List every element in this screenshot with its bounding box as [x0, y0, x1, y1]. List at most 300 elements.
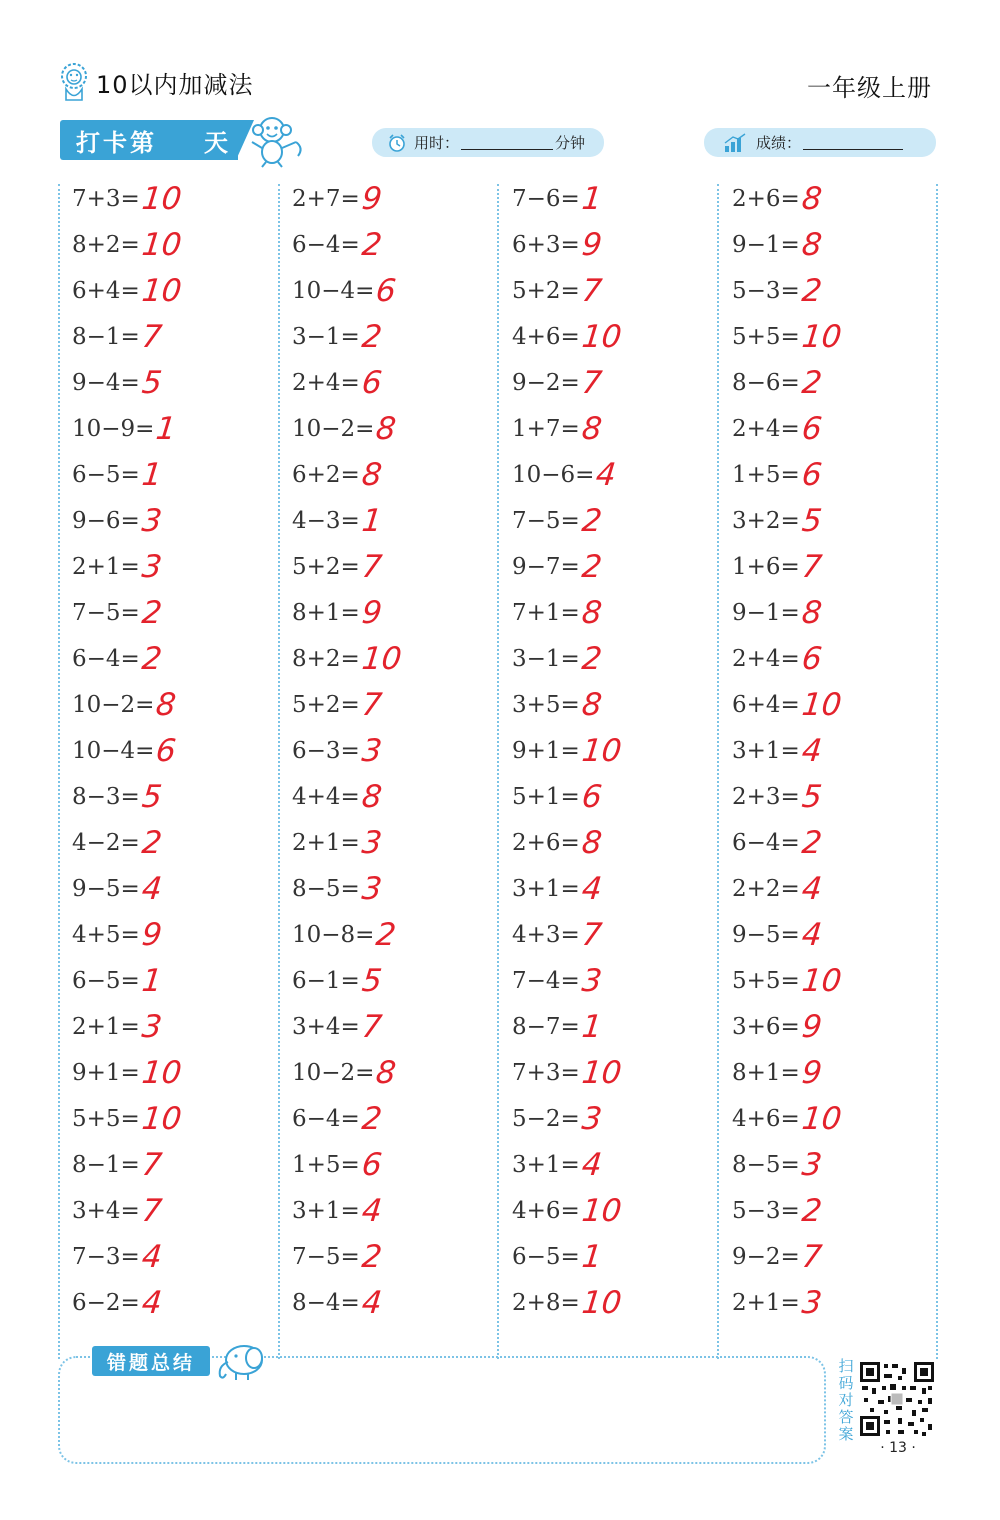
qr-code-icon[interactable] [858, 1360, 936, 1438]
handwritten-answer[interactable]: 2 [360, 319, 384, 355]
exercise-row [732, 1098, 932, 1144]
equation-text: 3+1= [512, 1152, 580, 1178]
exercise-row [512, 454, 712, 500]
elephant-icon [214, 1340, 268, 1382]
equation-text: 3−1= [292, 324, 360, 350]
equation-text: 2+8= [512, 1290, 580, 1316]
handwritten-answer[interactable]: 9 [800, 1055, 824, 1091]
equation-text: 3+1= [732, 738, 800, 764]
handwritten-answer[interactable]: 2 [580, 641, 604, 677]
exercise-row [292, 224, 492, 270]
equation-text: 5−2= [512, 1106, 580, 1132]
handwritten-answer[interactable]: 9 [580, 227, 604, 263]
equation-text: 2+1= [72, 554, 140, 580]
handwritten-answer[interactable]: 2 [140, 595, 164, 631]
equation-text: 8+1= [292, 600, 360, 626]
handwritten-answer[interactable]: 8 [360, 779, 384, 815]
equation-text: 9−6= [72, 508, 140, 534]
exercise-row [292, 638, 492, 684]
equation-text: 6−3= [292, 738, 360, 764]
equation-text: 3+1= [292, 1198, 360, 1224]
score-field[interactable] [704, 128, 936, 157]
exercise-row [512, 776, 712, 822]
handwritten-answer[interactable]: 2 [800, 1193, 824, 1229]
equation-text: 9−2= [512, 370, 580, 396]
equation-text: 9−5= [72, 876, 140, 902]
handwritten-answer[interactable]: 8 [360, 457, 384, 493]
handwritten-answer[interactable]: 10 [140, 1055, 184, 1091]
exercise-row [292, 1190, 492, 1236]
handwritten-answer[interactable]: 2 [360, 1101, 384, 1137]
handwritten-answer[interactable]: 5 [800, 779, 824, 815]
exercise-row [732, 1144, 932, 1190]
handwritten-answer[interactable]: 6 [580, 779, 604, 815]
column-divider [497, 184, 499, 1359]
column-divider [278, 184, 280, 1359]
handwritten-answer[interactable]: 8 [580, 411, 604, 447]
handwritten-answer[interactable]: 3 [580, 1101, 604, 1137]
exercise-row [512, 546, 712, 592]
handwritten-answer[interactable]: 10 [580, 1193, 624, 1229]
exercise-row [72, 960, 272, 1006]
handwritten-answer[interactable]: 4 [360, 1193, 384, 1229]
equation-text: 2+6= [732, 186, 800, 212]
exercise-row [512, 1052, 712, 1098]
equation-text: 6−5= [72, 968, 140, 994]
exercise-row [72, 178, 272, 224]
exercise-row [732, 592, 932, 638]
handwritten-answer[interactable]: 4 [800, 733, 824, 769]
exercise-row [732, 316, 932, 362]
exercise-row [292, 776, 492, 822]
exercise-row [732, 730, 932, 776]
exercise-row [512, 1236, 712, 1282]
equation-text: 5−3= [732, 278, 800, 304]
handwritten-answer[interactable]: 7 [360, 549, 384, 585]
equation-text: 9+1= [512, 738, 580, 764]
exercise-row [732, 1052, 932, 1098]
handwritten-answer[interactable]: 8 [580, 687, 604, 723]
exercise-row [512, 1006, 712, 1052]
page-title: 10以内加减法 [96, 70, 254, 99]
equation-text: 8+2= [72, 232, 140, 258]
equation-text: 8−1= [72, 1152, 140, 1178]
exercise-row [732, 546, 932, 592]
handwritten-answer[interactable]: 3 [360, 733, 384, 769]
exercise-row [72, 1098, 272, 1144]
equation-text: 10−4= [72, 738, 155, 764]
equation-text: 8−5= [292, 876, 360, 902]
handwritten-answer[interactable]: 10 [360, 641, 404, 677]
handwritten-answer[interactable]: 4 [140, 871, 164, 907]
exercise-row [512, 224, 712, 270]
handwritten-answer[interactable]: 7 [140, 1147, 164, 1183]
exercise-row [292, 362, 492, 408]
lion-icon [58, 62, 90, 102]
equation-text: 7−4= [512, 968, 580, 994]
handwritten-answer[interactable]: 3 [580, 963, 604, 999]
handwritten-answer[interactable]: 7 [360, 1009, 384, 1045]
equation-text: 3+6= [732, 1014, 800, 1040]
handwritten-answer[interactable]: 1 [140, 963, 164, 999]
exercise-row [292, 1006, 492, 1052]
handwritten-answer[interactable]: 9 [140, 917, 164, 953]
exercise-row [512, 316, 712, 362]
handwritten-answer[interactable]: 7 [800, 549, 824, 585]
handwritten-answer[interactable]: 10 [140, 227, 184, 263]
handwritten-answer[interactable]: 10 [800, 963, 844, 999]
equation-text: 8−7= [512, 1014, 580, 1040]
time-unit: 分钟 [555, 134, 586, 152]
column-divider [936, 184, 938, 1359]
handwritten-answer[interactable]: 10 [140, 1101, 184, 1137]
equation-text: 9−1= [732, 600, 800, 626]
exercise-row [732, 454, 932, 500]
exercise-row [72, 1144, 272, 1190]
handwritten-answer[interactable]: 3 [140, 549, 164, 585]
equation-text: 8+1= [732, 1060, 800, 1086]
handwritten-answer[interactable]: 10 [580, 1285, 624, 1321]
equation-text: 3+5= [512, 692, 580, 718]
exercise-row [72, 224, 272, 270]
exercise-column-3 [512, 178, 712, 1328]
equation-text: 5+1= [512, 784, 580, 810]
equation-text: 7−6= [512, 186, 580, 212]
equation-text: 4+6= [512, 1198, 580, 1224]
equation-text: 5+2= [292, 692, 360, 718]
exercise-row [512, 868, 712, 914]
header-left [58, 60, 254, 104]
handwritten-answer[interactable]: 1 [580, 1239, 604, 1275]
handwritten-answer[interactable]: 7 [580, 365, 604, 401]
bar-chart-icon [724, 133, 746, 153]
equation-text: 5+5= [732, 968, 800, 994]
handwritten-answer[interactable]: 2 [140, 641, 164, 677]
exercise-row [732, 224, 932, 270]
equation-text: 3−1= [512, 646, 580, 672]
handwritten-answer[interactable]: 1 [154, 411, 178, 447]
handwritten-answer[interactable]: 3 [140, 503, 164, 539]
handwritten-answer[interactable]: 6 [360, 365, 384, 401]
handwritten-answer[interactable]: 1 [580, 1009, 604, 1045]
exercise-row [732, 914, 932, 960]
handwritten-answer[interactable]: 10 [580, 1055, 624, 1091]
exercise-row [512, 638, 712, 684]
checkin-day-suffix: 天 [204, 128, 228, 157]
equation-text: 6−1= [292, 968, 360, 994]
equation-text: 6+4= [732, 692, 800, 718]
equation-text: 2+2= [732, 876, 800, 902]
handwritten-answer[interactable]: 7 [140, 1193, 164, 1229]
equation-text: 3+4= [72, 1198, 140, 1224]
exercise-column-4 [732, 178, 932, 1328]
handwritten-answer[interactable]: 9 [360, 181, 384, 217]
handwritten-answer[interactable]: 2 [800, 825, 824, 861]
exercise-row [732, 362, 932, 408]
exercise-row [72, 454, 272, 500]
exercise-row [732, 1190, 932, 1236]
equation-text: 9−4= [72, 370, 140, 396]
equation-text: 6−4= [72, 646, 140, 672]
exercise-row [512, 1098, 712, 1144]
handwritten-answer[interactable]: 5 [800, 503, 824, 539]
exercise-row [72, 730, 272, 776]
handwritten-answer[interactable]: 8 [580, 595, 604, 631]
equation-text: 4−3= [292, 508, 360, 534]
handwritten-answer[interactable]: 9 [800, 1009, 824, 1045]
clock-icon [388, 134, 406, 152]
handwritten-answer[interactable]: 7 [580, 917, 604, 953]
exercise-row [72, 546, 272, 592]
handwritten-answer[interactable]: 10 [800, 1101, 844, 1137]
equation-text: 8+2= [292, 646, 360, 672]
exercise-row [72, 684, 272, 730]
exercise-row [732, 178, 932, 224]
exercise-row [512, 592, 712, 638]
handwritten-answer[interactable]: 8 [800, 227, 824, 263]
equation-text: 8−1= [72, 324, 140, 350]
exercise-row [732, 270, 932, 316]
exercise-row [292, 316, 492, 362]
exercise-row [72, 638, 272, 684]
handwritten-answer[interactable]: 4 [140, 1239, 164, 1275]
equation-text: 7−5= [512, 508, 580, 534]
handwritten-answer[interactable]: 3 [140, 1009, 164, 1045]
handwritten-answer[interactable]: 2 [374, 917, 398, 953]
handwritten-answer[interactable]: 3 [360, 825, 384, 861]
exercise-row [512, 178, 712, 224]
exercise-row [732, 1236, 932, 1282]
handwritten-answer[interactable]: 4 [360, 1285, 384, 1321]
equation-text: 4+4= [292, 784, 360, 810]
equation-text: 3+2= [732, 508, 800, 534]
exercise-row [732, 776, 932, 822]
handwritten-answer[interactable]: 10 [140, 181, 184, 217]
exercise-row [72, 316, 272, 362]
exercise-row [72, 500, 272, 546]
exercise-row [72, 1006, 272, 1052]
handwritten-answer[interactable]: 3 [360, 871, 384, 907]
exercise-row [512, 1144, 712, 1190]
handwritten-answer[interactable]: 2 [140, 825, 164, 861]
exercise-row [732, 960, 932, 1006]
equation-text: 10−9= [72, 416, 155, 442]
handwritten-answer[interactable]: 4 [800, 871, 824, 907]
handwritten-answer[interactable]: 4 [580, 871, 604, 907]
equation-text: 9−5= [732, 922, 800, 948]
page-number: · 13 · [880, 1440, 916, 1456]
mistake-summary-label: 错题总结 [92, 1346, 210, 1376]
exercise-row [732, 868, 932, 914]
qr-label: 扫码对答案 [838, 1357, 854, 1443]
handwritten-answer[interactable]: 6 [154, 733, 178, 769]
exercise-row [512, 1190, 712, 1236]
handwritten-answer[interactable]: 6 [360, 1147, 384, 1183]
handwritten-answer[interactable]: 10 [580, 733, 624, 769]
handwritten-answer[interactable]: 8 [800, 181, 824, 217]
handwritten-answer[interactable]: 3 [800, 1147, 824, 1183]
exercise-row [292, 684, 492, 730]
equation-text: 2+1= [72, 1014, 140, 1040]
exercise-row [72, 1236, 272, 1282]
handwritten-answer[interactable]: 2 [580, 503, 604, 539]
handwritten-answer[interactable]: 4 [140, 1285, 164, 1321]
handwritten-answer[interactable]: 2 [800, 365, 824, 401]
handwritten-answer[interactable]: 8 [800, 595, 824, 631]
handwritten-answer[interactable]: 1 [140, 457, 164, 493]
handwritten-answer[interactable]: 4 [594, 457, 618, 493]
exercise-row [512, 362, 712, 408]
equation-text: 1+5= [292, 1152, 360, 1178]
equation-text: 9−1= [732, 232, 800, 258]
exercise-row [72, 914, 272, 960]
exercise-row [292, 270, 492, 316]
handwritten-answer[interactable]: 6 [800, 641, 824, 677]
grade-label: 一年级上册 [807, 74, 932, 102]
exercise-row [512, 408, 712, 454]
equation-text: 3+4= [292, 1014, 360, 1040]
handwritten-answer[interactable]: 10 [580, 319, 624, 355]
handwritten-answer[interactable]: 7 [800, 1239, 824, 1275]
equation-text: 3+1= [512, 876, 580, 902]
equation-text: 7+3= [72, 186, 140, 212]
exercise-row [72, 592, 272, 638]
handwritten-answer[interactable]: 10 [800, 319, 844, 355]
exercise-row [512, 1282, 712, 1328]
equation-text: 10−2= [292, 416, 375, 442]
handwritten-answer[interactable]: 1 [580, 181, 604, 217]
exercise-row [72, 1190, 272, 1236]
handwritten-answer[interactable]: 2 [360, 227, 384, 263]
exercise-row [292, 500, 492, 546]
exercise-row [72, 362, 272, 408]
exercise-row [292, 1236, 492, 1282]
exercise-row [292, 960, 492, 1006]
exercise-row [512, 684, 712, 730]
equation-text: 4−2= [72, 830, 140, 856]
handwritten-answer[interactable]: 5 [360, 963, 384, 999]
handwritten-answer[interactable]: 1 [360, 503, 384, 539]
equation-text: 6−5= [512, 1244, 580, 1270]
equation-text: 6−5= [72, 462, 140, 488]
handwritten-answer[interactable]: 5 [140, 779, 164, 815]
exercise-row [72, 822, 272, 868]
handwritten-answer[interactable]: 10 [140, 273, 184, 309]
score-label: 成绩： [756, 134, 802, 152]
equation-text: 9+1= [72, 1060, 140, 1086]
equation-text: 6−2= [72, 1290, 140, 1316]
time-blank[interactable] [461, 135, 553, 150]
exercise-row [292, 914, 492, 960]
equation-text: 2+6= [512, 830, 580, 856]
equation-text: 8−4= [292, 1290, 360, 1316]
equation-text: 7−5= [292, 1244, 360, 1270]
exercise-row [292, 546, 492, 592]
handwritten-answer[interactable]: 7 [360, 687, 384, 723]
equation-text: 10−2= [292, 1060, 375, 1086]
exercise-column-2 [292, 178, 492, 1328]
equation-text: 6−4= [292, 232, 360, 258]
equation-text: 4+6= [732, 1106, 800, 1132]
exercise-row [732, 638, 932, 684]
exercise-row [72, 408, 272, 454]
handwritten-answer[interactable]: 3 [800, 1285, 824, 1321]
exercise-row [732, 822, 932, 868]
equation-text: 2+1= [732, 1290, 800, 1316]
exercise-row [72, 868, 272, 914]
equation-text: 7−5= [72, 600, 140, 626]
handwritten-answer[interactable]: 2 [580, 549, 604, 585]
handwritten-answer[interactable]: 8 [374, 1055, 398, 1091]
exercise-column-1 [72, 178, 272, 1328]
equation-text: 2+3= [732, 784, 800, 810]
handwritten-answer[interactable]: 2 [800, 273, 824, 309]
handwritten-answer[interactable]: 8 [374, 411, 398, 447]
equation-text: 8−6= [732, 370, 800, 396]
handwritten-answer[interactable]: 7 [140, 319, 164, 355]
handwritten-answer[interactable]: 8 [154, 687, 178, 723]
equation-text: 6−4= [732, 830, 800, 856]
equation-text: 6+2= [292, 462, 360, 488]
column-divider [717, 184, 719, 1359]
equation-text: 10−4= [292, 278, 375, 304]
exercise-row [512, 500, 712, 546]
equation-text: 1+6= [732, 554, 800, 580]
equation-text: 9−2= [732, 1244, 800, 1270]
handwritten-answer[interactable]: 7 [580, 273, 604, 309]
exercise-row [732, 1282, 932, 1328]
exercise-row [512, 960, 712, 1006]
exercise-row [512, 822, 712, 868]
equation-text: 2+4= [292, 370, 360, 396]
equation-text: 6+3= [512, 232, 580, 258]
equation-text: 1+5= [732, 462, 800, 488]
equation-text: 7+3= [512, 1060, 580, 1086]
handwritten-answer[interactable]: 6 [800, 411, 824, 447]
handwritten-answer[interactable]: 9 [360, 595, 384, 631]
handwritten-answer[interactable]: 4 [800, 917, 824, 953]
time-field[interactable] [372, 128, 604, 157]
exercise-row [72, 776, 272, 822]
equation-text: 5−3= [732, 1198, 800, 1224]
equation-text: 2+1= [292, 830, 360, 856]
exercise-row [292, 1052, 492, 1098]
exercise-row [292, 822, 492, 868]
handwritten-answer[interactable]: 2 [360, 1239, 384, 1275]
exercise-row [292, 454, 492, 500]
handwritten-answer[interactable]: 8 [580, 825, 604, 861]
score-blank[interactable] [803, 135, 903, 150]
handwritten-answer[interactable]: 5 [140, 365, 164, 401]
equation-text: 9−7= [512, 554, 580, 580]
equation-text: 5+2= [292, 554, 360, 580]
equation-text: 2+7= [292, 186, 360, 212]
exercise-row [292, 1144, 492, 1190]
handwritten-answer[interactable]: 6 [374, 273, 398, 309]
exercise-row [732, 500, 932, 546]
handwritten-answer[interactable]: 4 [580, 1147, 604, 1183]
equation-text: 4+6= [512, 324, 580, 350]
handwritten-answer[interactable]: 6 [800, 457, 824, 493]
equation-text: 4+3= [512, 922, 580, 948]
exercise-row [732, 408, 932, 454]
exercise-row [292, 1282, 492, 1328]
exercise-row [292, 868, 492, 914]
equation-text: 7+1= [512, 600, 580, 626]
equation-text: 10−6= [512, 462, 595, 488]
handwritten-answer[interactable]: 10 [800, 687, 844, 723]
exercise-row [512, 270, 712, 316]
